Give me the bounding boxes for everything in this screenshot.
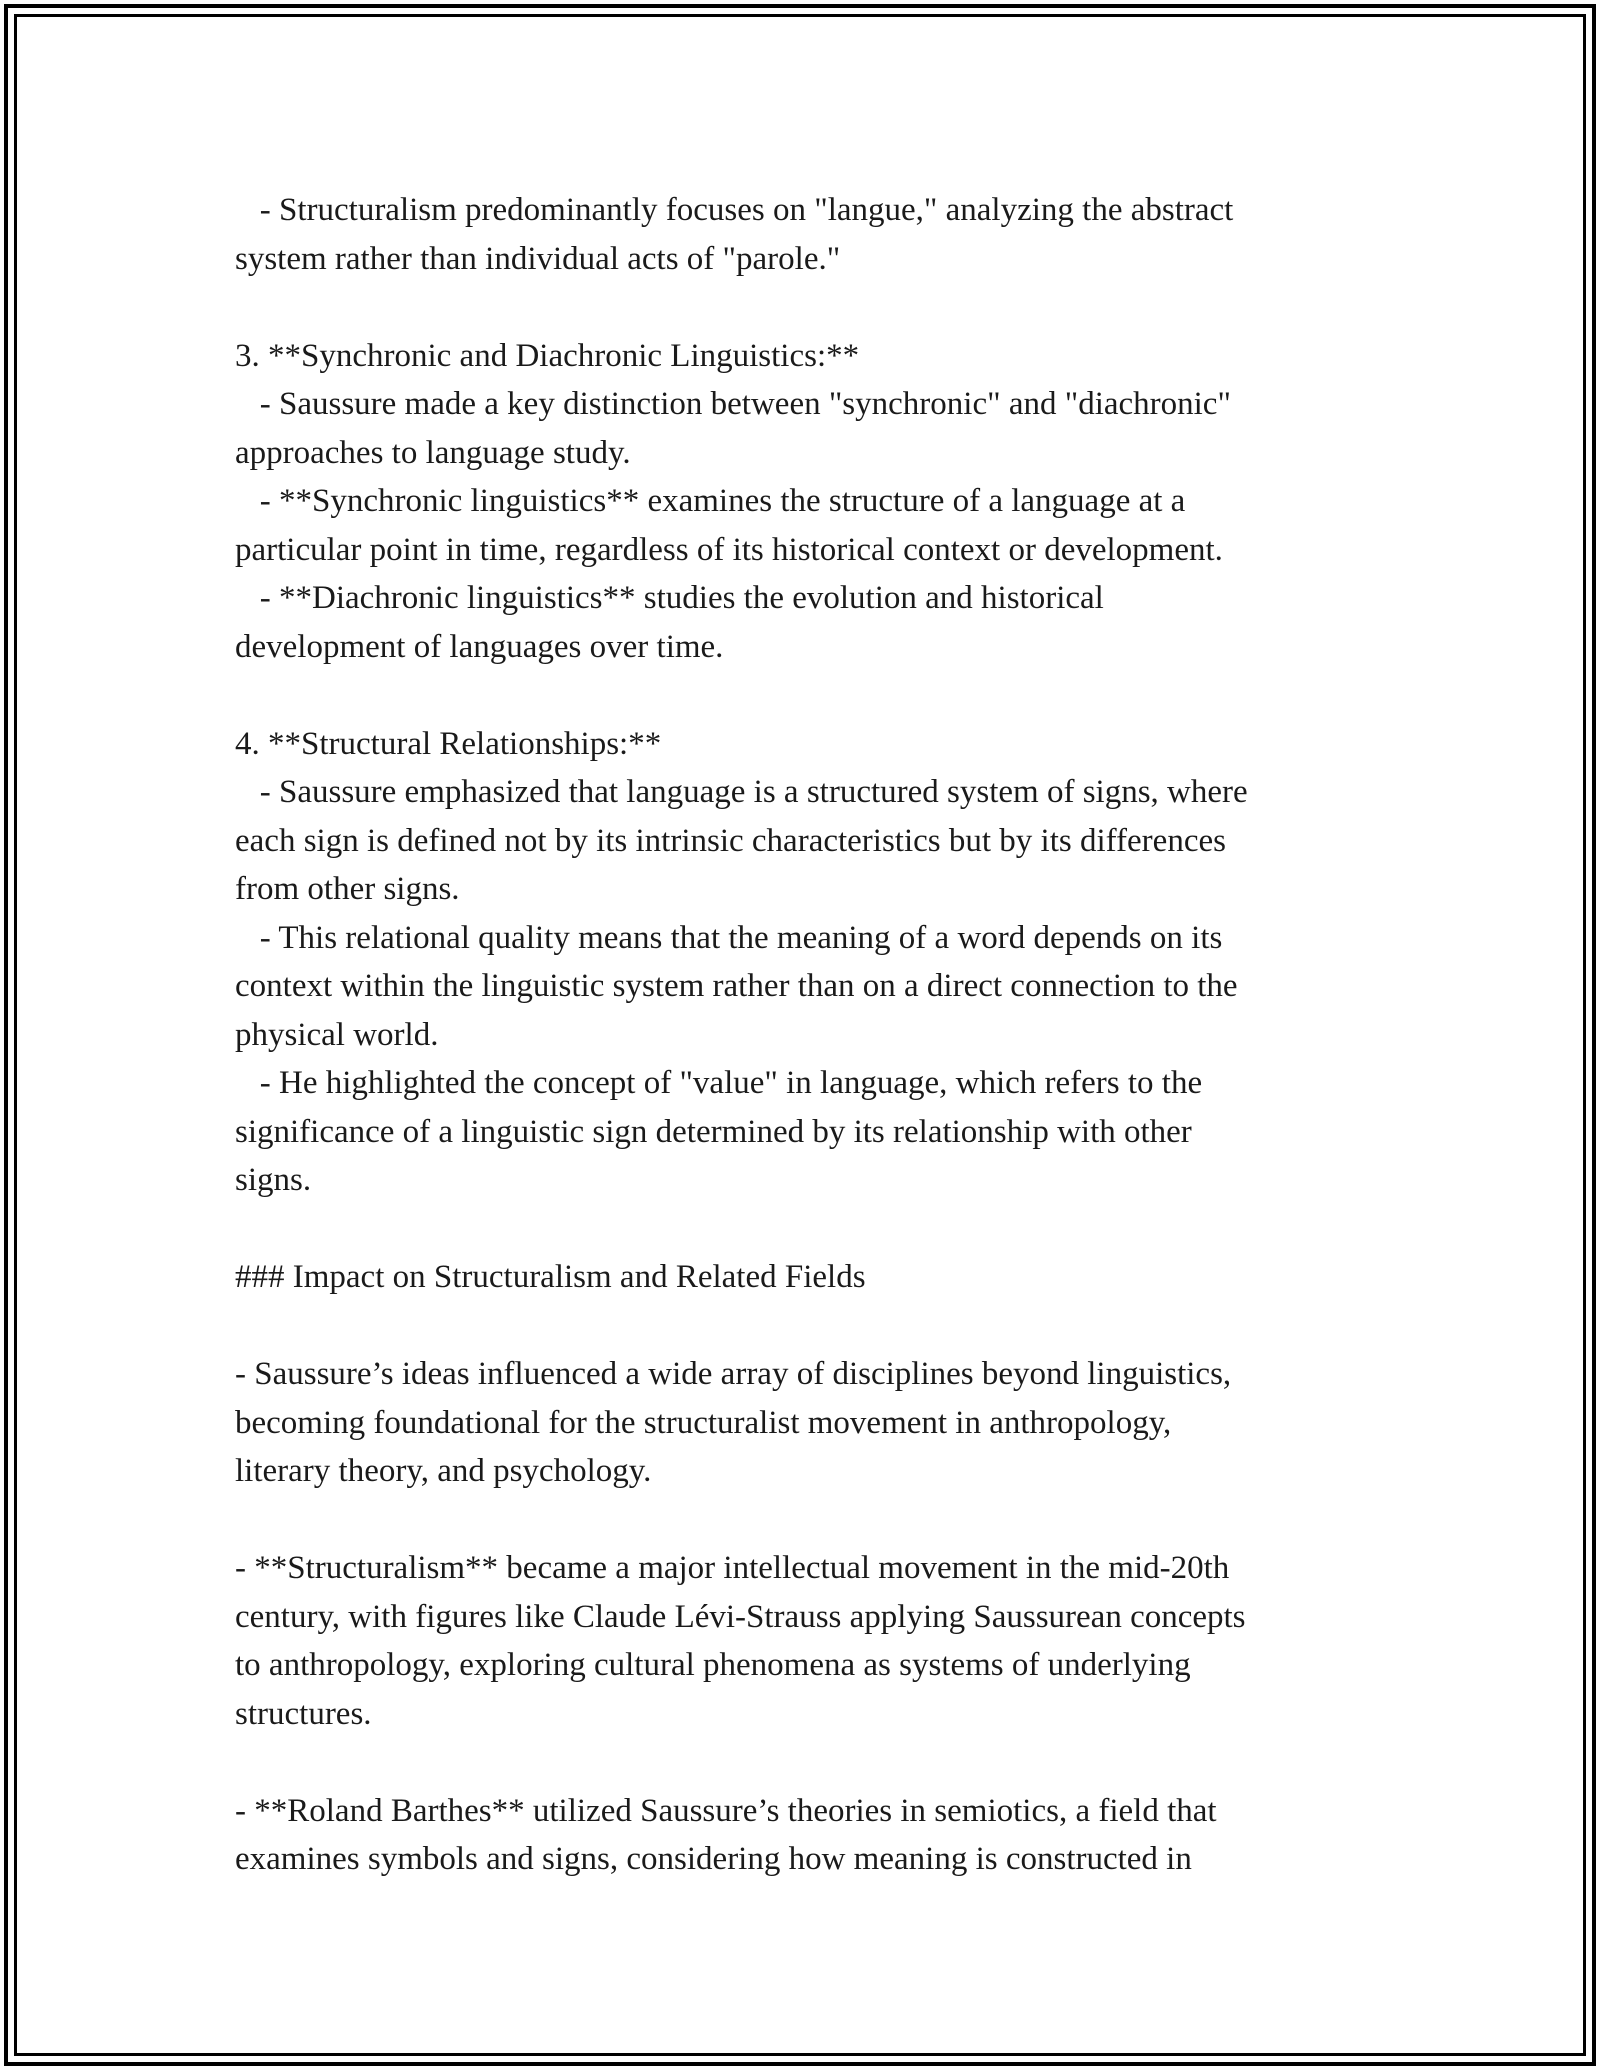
blank-line <box>235 283 1375 332</box>
text-line: development of languages over time. <box>235 628 724 665</box>
blank-line <box>235 1738 1375 1787</box>
text-line: signs. <box>235 1162 312 1198</box>
blank-line <box>235 671 1375 720</box>
text-line: - **Roland Barthes** utilized Saussure’s theories in semiotics, a field that <box>235 1792 1217 1829</box>
text-line: literary theory, and psychology. <box>235 1453 652 1489</box>
text-line: - Structuralism predominantly focuses on "langue," analyzing the abstract <box>235 192 1234 228</box>
text-line: - **Diachronic linguistics** studies the evolution and historical <box>235 580 1104 616</box>
text-line: significance of a linguistic sign determined by its relationship with other <box>235 1113 1192 1150</box>
text-line: each sign is defined not by its intrinsic characteristics but by its differences <box>235 822 1226 859</box>
text-line: century, with figures like Claude Lévi-Strauss applying Saussurean concepts <box>235 1598 1246 1635</box>
text-line: - Saussure made a key distinction between "synchronic" and "diachronic" <box>235 386 1231 422</box>
text-line: becoming foundational for the structuralist movement in anthropology, <box>235 1404 1172 1441</box>
blank-line <box>235 1302 1375 1351</box>
text-line: - This relational quality means that the meaning of a word depends on its <box>235 919 1223 956</box>
blank-line <box>235 1205 1375 1254</box>
text-line: context within the linguistic system rather than on a direct connection to the <box>235 968 1238 1004</box>
impact-heading: ### Impact on Structuralism and Related Fields <box>235 1259 866 1295</box>
text-line: - He highlighted the concept of "value" in language, which refers to the <box>235 1065 1203 1101</box>
text-line: structures. <box>235 1695 372 1732</box>
text-line: approaches to language study. <box>235 434 631 471</box>
blank-line <box>235 1496 1375 1545</box>
text-line: physical world. <box>235 1016 439 1053</box>
text-line: to anthropology, exploring cultural phenomena as systems of underlying <box>235 1647 1191 1683</box>
text-line: - **Synchronic linguistics** examines the structure of a language at a <box>235 483 1186 519</box>
text-line: - Saussure’s ideas influenced a wide array of disciplines beyond linguistics, <box>235 1356 1232 1392</box>
text-line: - Saussure emphasized that language is a structured system of signs, where <box>235 774 1248 810</box>
document-body <box>235 186 1375 1884</box>
text-line: from other signs. <box>235 871 460 907</box>
text-line: examines symbols and signs, considering how meaning is constructed in <box>235 1841 1192 1877</box>
section-heading-structural-relationships: 4. **Structural Relationships:** <box>235 725 662 762</box>
text-line: particular point in time, regardless of its historical context or development. <box>235 531 1223 568</box>
text-line: system rather than individual acts of "parole." <box>235 240 841 277</box>
section-heading-synchronic-diachronic: 3. **Synchronic and Diachronic Linguistics:** <box>235 337 860 374</box>
text-line: - **Structuralism** became a major intellectual movement in the mid-20th <box>235 1550 1230 1586</box>
